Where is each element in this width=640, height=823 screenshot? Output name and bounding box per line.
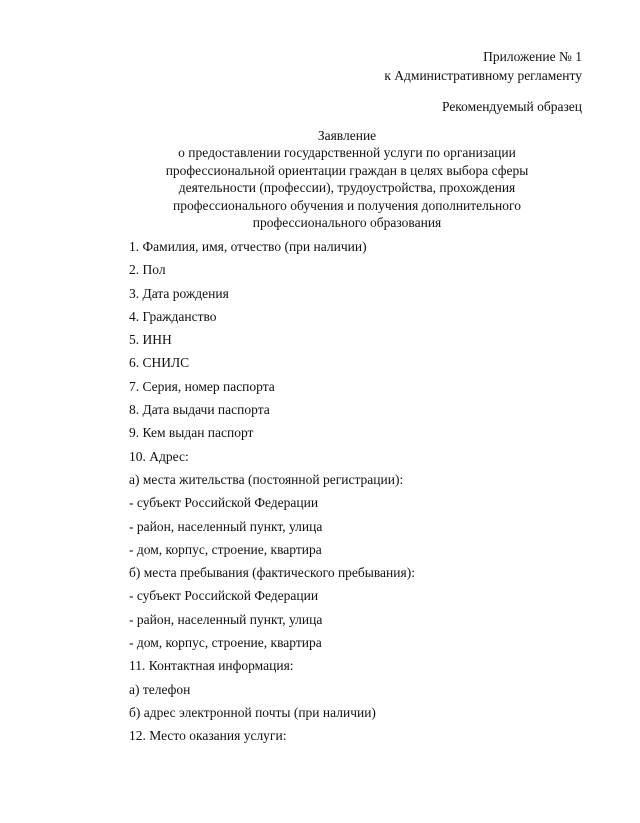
field-sex: 2. Пол — [129, 262, 166, 278]
field-passport-issue-date: 8. Дата выдачи паспорта — [129, 402, 270, 418]
application-field-list — [129, 237, 415, 750]
field-birth-date: 3. Дата рождения — [129, 285, 229, 301]
field-stay-region: - субъект Российской Федерации — [129, 588, 319, 604]
field-stay-address: б) места пребывания (фактического пребывания): — [129, 565, 415, 581]
field-citizenship: 4. Гражданство — [129, 308, 217, 324]
appendix-reference: к Административному регламенту — [384, 68, 582, 83]
field-snils: 6. СНИЛС — [129, 355, 190, 371]
field-phone: а) телефон — [129, 681, 191, 697]
title-line: профессиональной ориентации граждан в целях выбора сферы — [165, 162, 529, 178]
title-line: профессионального образования — [252, 215, 442, 231]
sample-label: Рекомендуемый образец — [441, 99, 582, 114]
title-line: профессионального обучения и получения дополнительного — [173, 197, 521, 213]
field-email: б) адрес электронной почты (при наличии) — [129, 704, 376, 720]
field-inn: 5. ИНН — [129, 332, 172, 348]
field-address: 10. Адрес: — [129, 448, 189, 464]
appendix-header — [384, 47, 582, 85]
document-title — [128, 127, 566, 231]
title-heading: Заявление — [317, 128, 377, 143]
field-residence-house: - дом, корпус, строение, квартира — [129, 541, 322, 557]
field-residence-region: - субъект Российской Федерации — [129, 495, 319, 511]
title-line: деятельности (профессии), трудоустройства, прохождения — [178, 180, 516, 196]
field-contact-info: 11. Контактная информация: — [129, 658, 294, 674]
field-service-location: 12. Место оказания услуги: — [129, 728, 287, 744]
field-stay-house: - дом, корпус, строение, квартира — [129, 635, 322, 651]
field-residence-address: а) места жительства (постоянной регистрации): — [129, 471, 404, 487]
field-stay-locality: - район, населенный пункт, улица — [129, 611, 323, 627]
field-passport-number: 7. Серия, номер паспорта — [129, 378, 275, 394]
field-full-name: 1. Фамилия, имя, отчество (при наличии) — [129, 239, 367, 254]
field-residence-locality: - район, населенный пункт, улица — [129, 518, 323, 534]
field-passport-issuer: 9. Кем выдан паспорт — [129, 425, 254, 441]
appendix-number: Приложение № 1 — [483, 49, 582, 64]
title-line: о предоставлении государственной услуги по организации — [178, 145, 516, 161]
